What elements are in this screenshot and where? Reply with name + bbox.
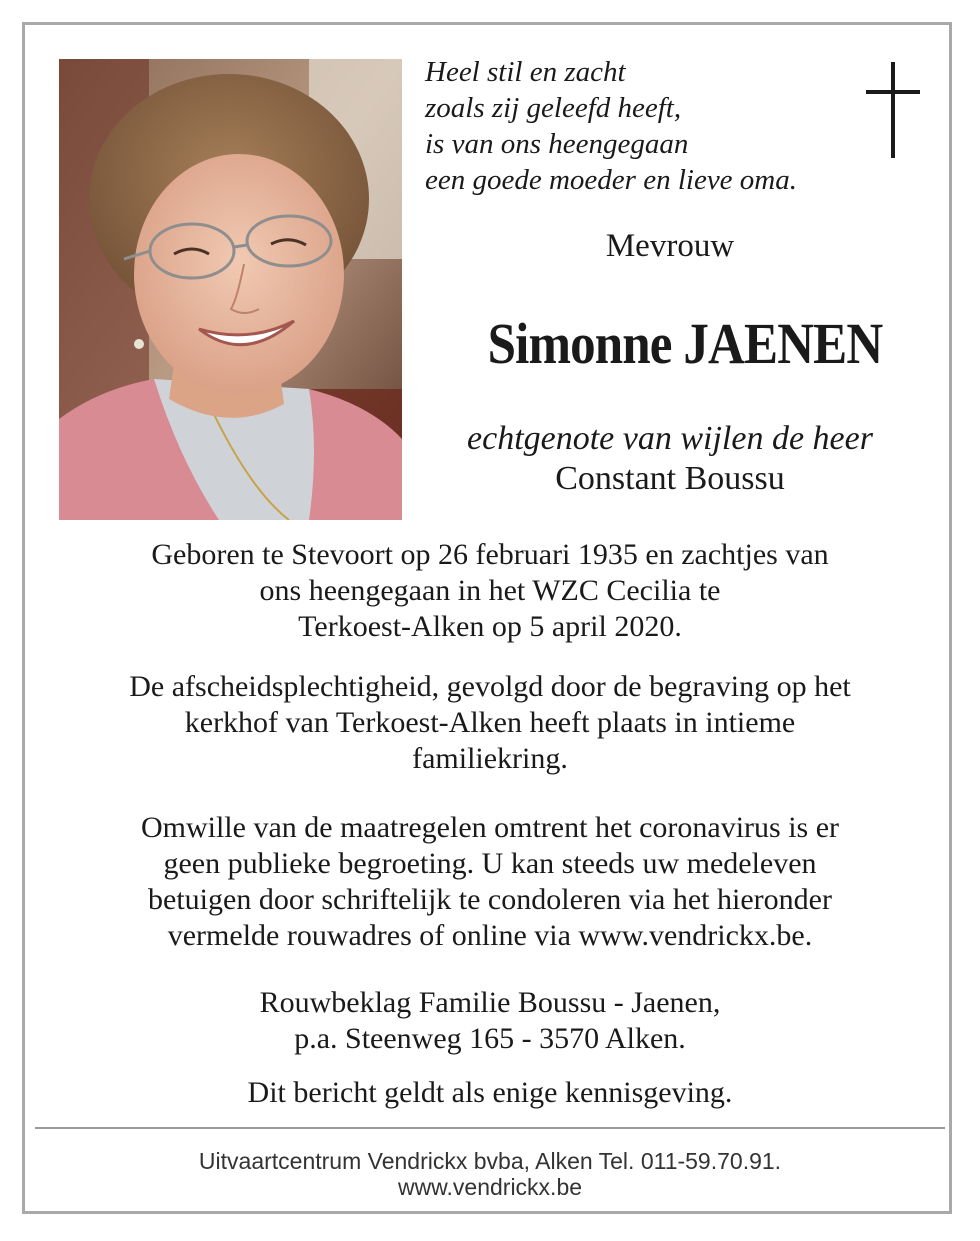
birth-death-paragraph: Geboren te Stevoort op 26 februari 1935 en zachtjes van ons heengegaan in het WZC Cecilia te Terkoest-Alken op 5 april 2020. xyxy=(151,538,829,643)
funeral-home-info: Uitvaartcentrum Vendrickx bvba, Alken Tel. 011-59.70.91. xyxy=(198,1148,782,1174)
spouse-relation: echtgenote van wijlen de heer xyxy=(467,420,873,457)
spouse-name: Constant Boussu xyxy=(555,460,785,497)
notice-line: Dit bericht geldt als enige kennisgeving. xyxy=(247,1076,733,1109)
honorific-title: Mevrouw xyxy=(605,228,735,264)
funeral-home-website[interactable]: www.vendrickx.be xyxy=(397,1174,583,1200)
footer-divider xyxy=(35,1127,945,1129)
corona-paragraph: Omwille van de maatregelen omtrent het coronavirus is er geen publieke begroeting. U kan steeds uw medeleven betuigen door schriftelijk te condoleren via het hieronder vermelde rouwadres of online via www.vendrickx.be. xyxy=(140,811,840,952)
cross-icon xyxy=(862,60,924,160)
deceased-name: Simonne JAENEN xyxy=(487,311,883,376)
memorial-poem: Heel stil en zacht zoals zij geleefd heeft, is van ons heengegaan een goede moeder en lieve oma. xyxy=(425,56,798,196)
portrait-photo xyxy=(59,59,402,520)
ceremony-paragraph: De afscheidsplechtigheid, gevolgd door de begraving op het kerkhof van Terkoest-Alken heeft plaats in intieme familiekring. xyxy=(129,670,851,775)
condolence-address: Rouwbeklag Familie Boussu - Jaenen, p.a. Steenweg 165 - 3570 Alken. xyxy=(259,986,721,1055)
